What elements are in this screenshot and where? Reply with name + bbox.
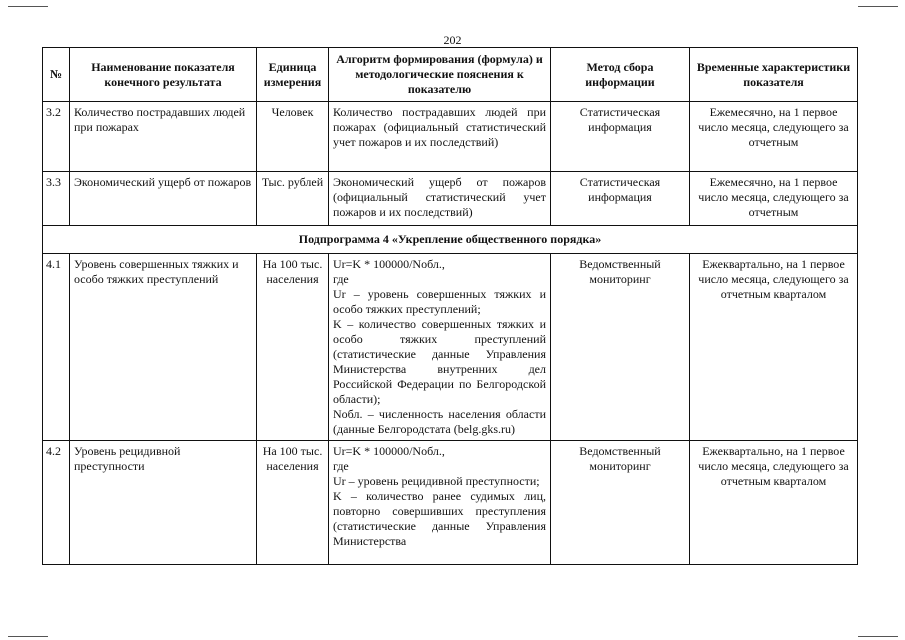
section-title: Подпрограмма 4 «Укрепление общественного порядка»: [43, 226, 858, 254]
scan-edge-mark-top-left: [8, 6, 48, 7]
header-no: №: [43, 48, 70, 102]
scan-edge-mark-top-right: [858, 6, 898, 7]
table-row: [43, 172, 858, 226]
indicator-name: Количество пострадавших людей при пожарах: [70, 102, 257, 172]
indicator-name: Экономический ущерб от пожаров: [70, 172, 257, 226]
header-algorithm: Алгоритм формирования (формула) и методологические пояснения к показателю: [329, 48, 551, 102]
header-method: Метод сбора информации: [551, 48, 690, 102]
indicator-name: Уровень совершенных тяжких и особо тяжких преступлений: [70, 254, 257, 441]
formula-line: Ur=K * 100000/Nобл.,: [333, 444, 445, 458]
indicator-unit: Человек: [257, 102, 329, 172]
row-number: 4.1: [43, 254, 70, 441]
collection-method: Статистическая информация: [551, 172, 690, 226]
formula-definition: Nобл. – численность населения области (данные Белгородстата (belg.gks.ru): [333, 407, 546, 436]
indicator-unit: Тыс. рублей: [257, 172, 329, 226]
table-row: [43, 254, 858, 441]
row-number: 4.2: [43, 441, 70, 565]
indicators-table: [42, 47, 858, 565]
timing: Ежемесячно, на 1 первое число месяца, следующего за отчетным: [690, 172, 858, 226]
timing: Ежемесячно, на 1 первое число месяца, следующего за отчетным: [690, 102, 858, 172]
indicator-algorithm: [329, 254, 551, 441]
timing: Ежеквартально, на 1 первое число месяца, следующего за отчетным кварталом: [690, 254, 858, 441]
header-unit: Единица измерения: [257, 48, 329, 102]
scan-edge-mark-bottom-right: [858, 636, 898, 637]
indicator-algorithm: Количество пострадавших людей при пожарах (официальный статистический учет пожаров и их последствий): [329, 102, 551, 172]
indicator-unit: На 100 тыс. населения: [257, 254, 329, 441]
collection-method: Ведомственный мониторинг: [551, 441, 690, 565]
table-row: [43, 441, 858, 565]
collection-method: Статистическая информация: [551, 102, 690, 172]
section-row: [43, 226, 858, 254]
formula-definition: Ur – уровень рецидивной преступности;: [333, 474, 540, 488]
formula-where: где: [333, 459, 349, 473]
table-header-row: [43, 48, 858, 102]
timing: Ежеквартально, на 1 первое число месяца, следующего за отчетным кварталом: [690, 441, 858, 565]
header-timing: Временные характеристики показателя: [690, 48, 858, 102]
indicator-unit: На 100 тыс. населения: [257, 441, 329, 565]
scan-edge-mark-bottom-left: [8, 636, 48, 637]
header-name: Наименование показателя конечного результата: [70, 48, 257, 102]
indicator-name: Уровень рецидивной преступности: [70, 441, 257, 565]
table-row: [43, 102, 858, 172]
indicator-algorithm: [329, 441, 551, 565]
formula-line: Ur=K * 100000/Nобл.,: [333, 257, 445, 271]
formula-where: где: [333, 272, 349, 286]
formula-definition: Ur – уровень совершенных тяжких и особо тяжких преступлений;: [333, 287, 546, 316]
indicator-algorithm: Экономический ущерб от пожаров (официальный статистический учет пожаров и их последствий): [329, 172, 551, 226]
formula-definition: K – количество совершенных тяжких и особо тяжких преступлений (статистические данные Управления Министерства внутренних дел Российской Федерации по Белгородской области);: [333, 317, 546, 406]
row-number: 3.3: [43, 172, 70, 226]
collection-method: Ведомственный мониторинг: [551, 254, 690, 441]
row-number: 3.2: [43, 102, 70, 172]
page-number: 202: [443, 33, 462, 47]
formula-definition: K – количество ранее судимых лиц, повторно совершивших преступления (статистические данные Управления Министерства: [333, 489, 546, 548]
